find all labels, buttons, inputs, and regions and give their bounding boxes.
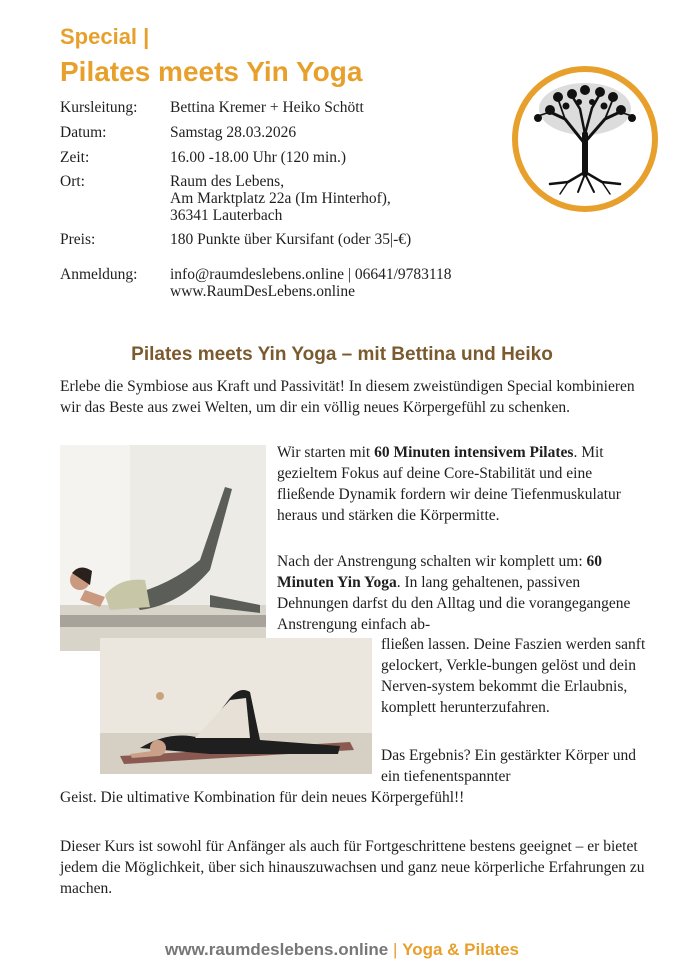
address-line: Raum des Lebens,	[170, 173, 285, 190]
info-value: Samstag 28.03.2026	[170, 124, 297, 141]
yin-paragraph-continued: fließen lassen. Deine Faszien werden sanft gelockert, Verkle-bungen gelöst und dein Nerven-system bekommt die Erlaubnis, komplett herunterzufahren.	[381, 636, 646, 716]
info-value	[170, 173, 520, 224]
yin-paragraph	[277, 551, 649, 635]
info-row-ort	[60, 173, 520, 224]
result-paragraph-end: Geist. Die ultimative Kombination für dein neues Körpergefühl!!	[60, 789, 465, 806]
info-row-zeit	[60, 148, 520, 167]
info-label: Zeit:	[60, 149, 90, 166]
footer-separator: |	[393, 940, 398, 959]
pilates-text-start: Wir starten mit	[277, 444, 375, 461]
pilates-paragraph	[277, 442, 649, 526]
special-label: Special |	[60, 24, 150, 49]
footer-website[interactable]: www.raumdeslebens.online	[165, 940, 389, 959]
course-info	[60, 98, 520, 306]
intro-paragraph: Erlebe die Symbiose aus Kraft und Passivität! In diesem zweistündigen Special kombinieren wir das Beste aus zwei Welten, um dir ein völlig neues Körpergefühl zu schenken.	[60, 378, 635, 416]
info-value: 16.00 -18.00 Uhr (120 min.)	[170, 149, 347, 166]
info-value: Bettina Kremer + Heiko Schött	[170, 99, 364, 116]
info-label: Preis:	[60, 231, 96, 248]
address-line: 36341 Lauterbach	[170, 207, 283, 224]
contact-email-phone[interactable]: info@raumdeslebens.online | 06641/9783118	[170, 266, 452, 283]
info-label: Kursleitung:	[60, 99, 138, 116]
yin-text-end: . In lang gehaltenen, passiven Dehnungen darfst du den Alltag und die vorangegangene Anstrengung einfach ab-	[277, 574, 631, 633]
result-paragraph-start: Das Ergebnis? Ein gestärkter Körper und ein tiefenentspannter	[381, 747, 636, 785]
info-row-kursleitung	[60, 98, 520, 117]
pilates-photo	[60, 445, 266, 651]
info-label: Ort:	[60, 173, 85, 190]
yin-text-start: Nach der Anstrengung schalten wir komplett um:	[277, 553, 587, 570]
tree-of-life-logo	[510, 64, 660, 214]
website-link[interactable]: www.RaumDesLebens.online	[170, 283, 355, 300]
footer	[0, 940, 684, 960]
info-row-preis	[60, 230, 520, 249]
yin-yoga-photo	[100, 638, 372, 774]
info-value: 180 Punkte über Kursifant (oder 35|-€)	[170, 231, 412, 248]
footer-tagline: Yoga & Pilates	[402, 940, 519, 959]
info-label: Anmeldung:	[60, 266, 138, 283]
address-line: Am Marktplatz 22a (Im Hinterhof),	[170, 190, 391, 207]
info-row-datum	[60, 123, 520, 142]
pilates-highlight: 60 Minuten intensivem Pilates	[374, 444, 574, 461]
info-label: Datum:	[60, 124, 107, 141]
info-row-anmeldung	[60, 266, 520, 300]
page-title: Pilates meets Yin Yoga	[60, 56, 363, 87]
pilates-text-end: . Mit gezieltem Fokus auf deine Core-Stabilität und eine fließende Dynamik fordern wir deine Tiefenmuskulatur heraus und stärken die Körpermitte.	[277, 444, 621, 524]
info-value	[170, 266, 520, 300]
section-heading: Pilates meets Yin Yoga – mit Bettina und Heiko	[131, 344, 553, 365]
yin-highlight: 60 Minuten Yin Yoga	[277, 553, 603, 591]
closing-paragraph: Dieser Kurs ist sowohl für Anfänger als auch für Fortgeschrittene bestens geeignet – er bietet jedem die Möglichkeit, über sich hinauszuwachsen und ganz neue körperliche Erfahrungen zu machen.	[60, 838, 645, 897]
